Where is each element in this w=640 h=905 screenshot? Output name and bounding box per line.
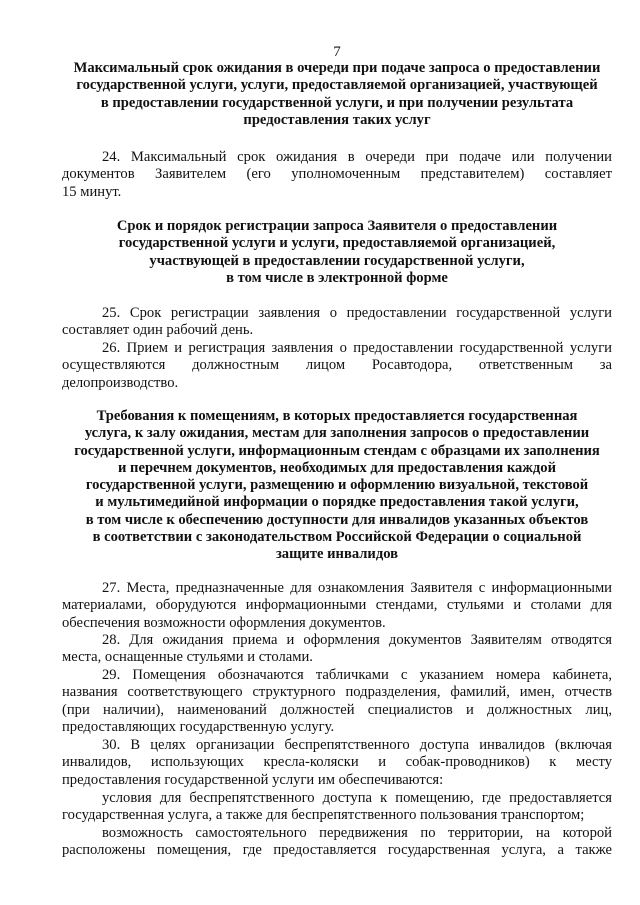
heading-line: в том числе в электронной форме (226, 269, 448, 286)
heading-line: защите инвалидов (275, 546, 399, 563)
paragraph-line: предоставления государственной услуги им обеспечиваются: (62, 771, 444, 788)
paragraph-line: (при наличии), наименований должностей специалистов и должностных лиц, (62, 701, 612, 718)
paragraph-line: 25. Срок регистрации заявления о предоставлении государственной услуги (102, 305, 612, 321)
paragraph-line: государственная услуга, а также для беспрепятственного пользования транспортом; (62, 807, 585, 824)
heading-line: услуга, к залу ожидания, местам для заполнения запросов о предоставлении (84, 425, 590, 442)
paragraph-24 (62, 149, 612, 201)
paragraph-line: инвалидов, использующих кресла-коляски и собак-проводников) к месту (62, 754, 612, 771)
paragraph-30-item-b (62, 825, 612, 860)
heading-line: и мультимедийной информации о порядке предоставления такой услуги, (95, 494, 579, 511)
section-heading-registration (62, 218, 612, 287)
paragraph-26 (62, 340, 612, 392)
heading-line: Срок и порядок регистрации запроса Заявителя о предоставлении (116, 218, 558, 234)
paragraph-line: расположены помещения, где предоставляется государственная услуга, а также (62, 842, 612, 859)
paragraph-line: 15 минут. (62, 183, 122, 200)
paragraph-30 (62, 737, 612, 789)
paragraph-27 (62, 580, 612, 632)
page-number: 7 (333, 44, 341, 60)
paragraph-line: составляет один рабочий день. (62, 322, 254, 339)
paragraph-line: 24. Максимальный срок ожидания в очереди при подаче или получении (102, 149, 612, 165)
heading-line: государственной услуги и услуги, предоставляемой организацией, (118, 235, 556, 252)
paragraph-30-item-a (62, 790, 612, 825)
paragraph-line: 28. Для ожидания приема и оформления документов Заявителям отводятся (102, 632, 612, 648)
paragraph-25 (62, 305, 612, 340)
paragraph-line: 27. Места, предназначенные для ознакомления Заявителя с информационными (102, 580, 612, 596)
paragraph-line: 26. Прием и регистрация заявления о предоставлении государственной услуги (102, 340, 612, 356)
paragraph-line: 30. В целях организации беспрепятственного доступа инвалидов (включая (102, 737, 612, 753)
paragraph-line: документов Заявителем (его уполномоченным представителем) составляет (62, 166, 612, 183)
paragraph-line: предоставляющих государственную услугу. (62, 718, 335, 735)
paragraph-28 (62, 632, 612, 667)
heading-line: участвующей в предоставлении государственной услуги, (149, 252, 525, 269)
heading-line: предоставления таких услуг (243, 111, 431, 128)
paragraph-line: материалами, оборудуются информационными стендами, стульями и столами для (62, 597, 612, 614)
heading-line: в предоставлении государственной услуги, и при получении результата (100, 94, 574, 111)
paragraph-line: места, оснащенные стульями и столами. (62, 649, 313, 666)
paragraph-line: названия соответствующего структурного подразделения, фамилий, имен, отчеств (62, 684, 612, 701)
heading-line: государственной услуги, услуги, предоставляемой организацией, участвующей (76, 77, 598, 94)
paragraph-line: возможность самостоятельного передвижения по территории, на которой (102, 825, 612, 841)
section-heading-queue-time (62, 60, 612, 129)
section-heading-premises (62, 408, 612, 564)
paragraph-line: 29. Помещения обозначаются табличками с указанием номера кабинета, (102, 667, 612, 683)
heading-line: и перечнем документов, необходимых для предоставления каждой (118, 459, 556, 476)
paragraph-line: делопроизводство. (62, 374, 179, 391)
heading-line: Максимальный срок ожидания в очереди при подаче запроса о предоставлении (73, 60, 601, 76)
heading-line: Требования к помещениям, в которых предоставляется государственная (96, 408, 578, 424)
heading-line: государственной услуги, размещению и оформлению визуальной, текстовой (85, 477, 589, 494)
paragraph-line: осуществляются должностным лицом Росавтодора, ответственным за (62, 357, 612, 374)
heading-line: в том числе к обеспечению доступности для инвалидов указанных объектов (85, 511, 589, 528)
heading-line: в соответствии с законодательством Российской Федерации о социальной (92, 529, 582, 546)
heading-line: государственной услуги, информационным стендам с образцами их заполнения (74, 442, 600, 459)
paragraph-line: условия для беспрепятственного доступа к помещению, где предоставляется (102, 790, 612, 806)
paragraph-line: обеспечения возможности оформления документов. (62, 614, 386, 631)
paragraph-29 (62, 667, 612, 736)
